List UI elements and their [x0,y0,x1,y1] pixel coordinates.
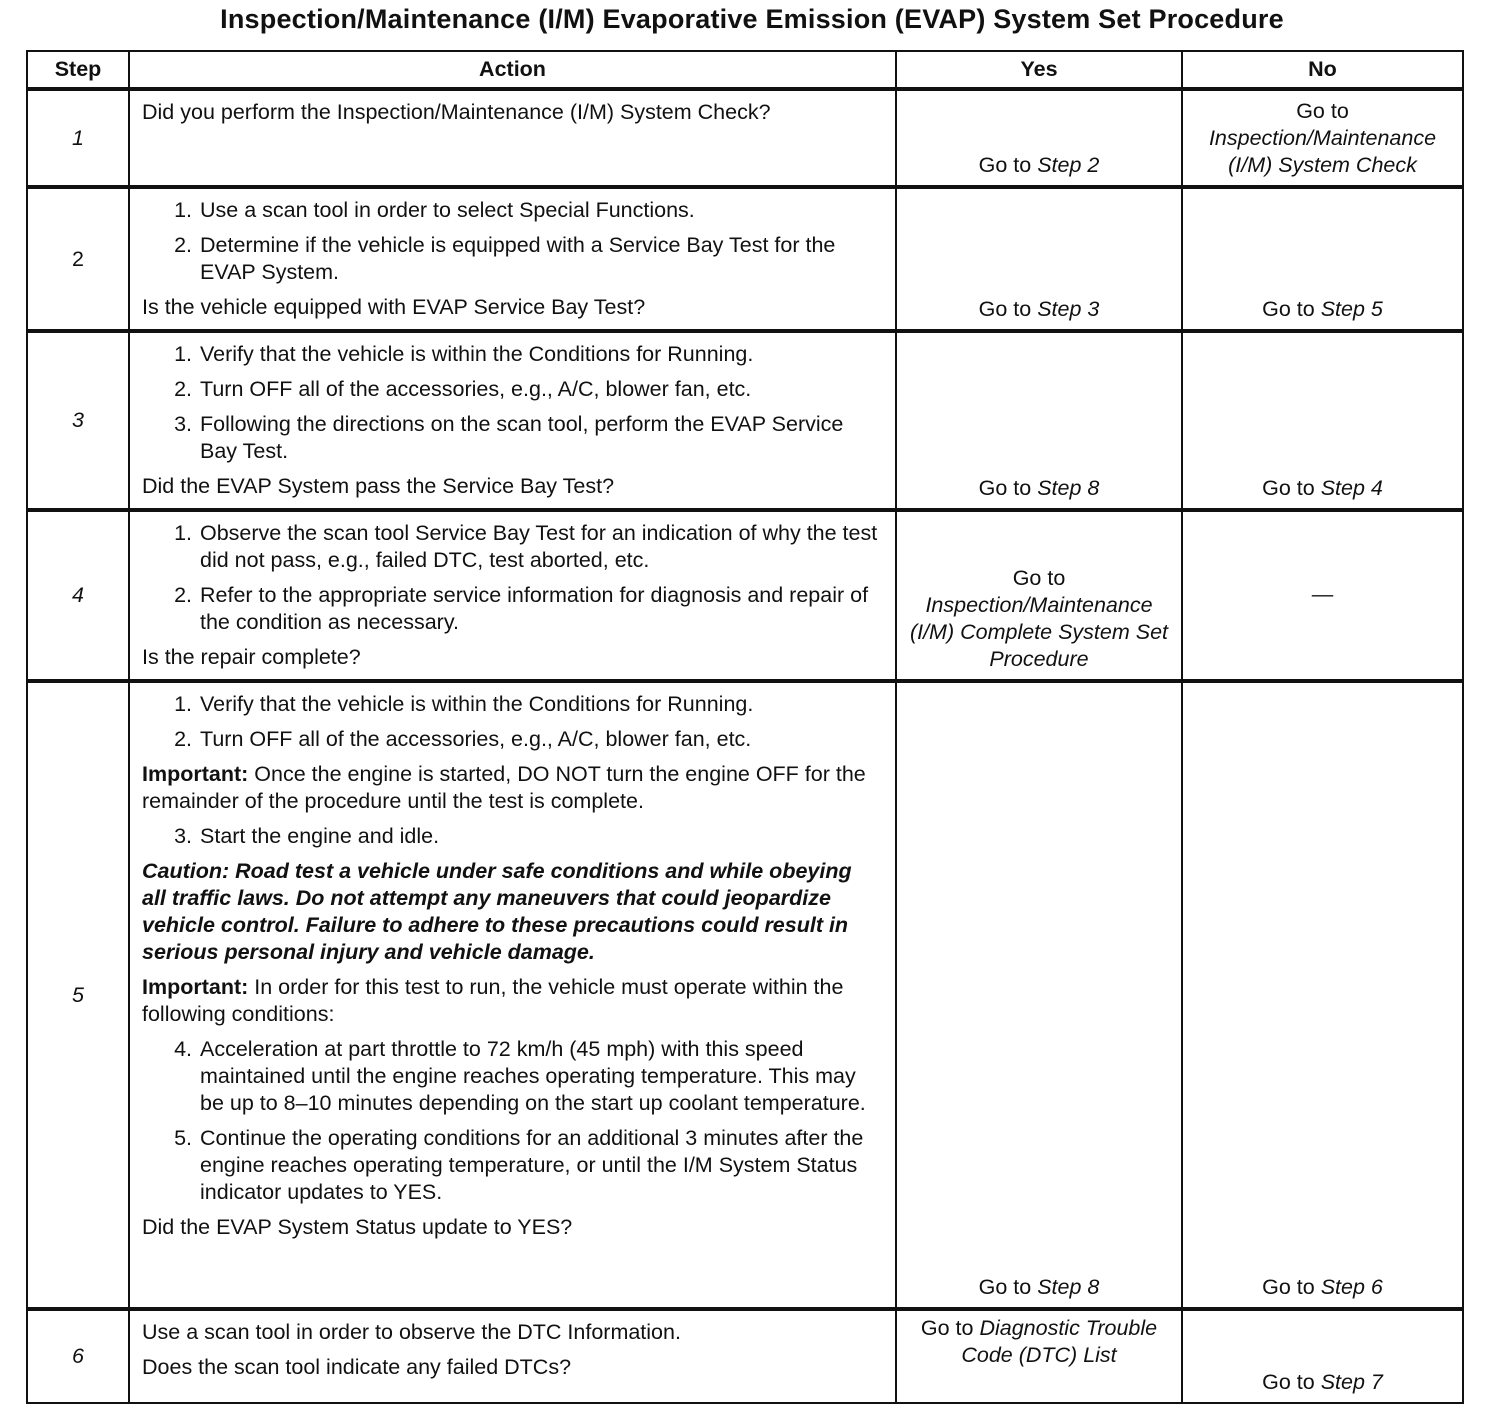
list-item [142,341,879,368]
action-list [142,197,879,286]
no-link[interactable]: Step 6 [1320,1275,1383,1299]
yes-prefix: Go to [978,153,1032,177]
item-number: 3. [174,824,192,848]
important-note [142,761,879,815]
list-item [142,582,879,636]
item-text: Determine if the vehicle is equipped with a Service Bay Test for the EVAP System. [200,233,836,284]
action-list [142,691,879,753]
no-prefix: Go to [1262,1275,1315,1299]
procedure-table [26,50,1464,1404]
no-link[interactable]: Step 5 [1320,297,1383,321]
list-item [142,520,879,574]
action-list [142,520,879,636]
action-question: Did the EVAP System pass the Service Bay Test? [142,474,615,498]
item-number: 1. [174,342,192,366]
important-text: Once the engine is started, DO NOT turn the engine OFF for the remainder of the procedure until the test is complete. [142,762,866,813]
list-item [142,823,879,850]
action-cell [129,681,896,1309]
list-item [142,197,879,224]
yes-link[interactable]: Step 8 [1037,476,1100,500]
yes-link[interactable]: Step 3 [1037,297,1100,321]
item-number: 1. [174,521,192,545]
yes-link[interactable]: Diagnostic Trouble Code (DTC) List [961,1316,1158,1367]
item-text: Continue the operating conditions for an additional 3 minutes after the engine reaches operating temperature, or until the I/M System Status indicator updates to YES. [200,1126,864,1204]
action-list [142,341,879,465]
important-label: Important: [142,975,249,999]
step-number: 5 [27,681,129,1309]
item-number: 2. [174,583,192,607]
no-cell [1182,1309,1463,1403]
step-number: 3 [27,331,129,510]
item-text: Verify that the vehicle is within the Conditions for Running. [200,342,754,366]
no-cell [1182,187,1463,331]
no-prefix: Go to [1296,99,1349,123]
yes-cell [896,331,1182,510]
table-row [27,89,1463,187]
item-text: Turn OFF all of the accessories, e.g., A/C, blower fan, etc. [200,377,752,401]
yes-cell [896,89,1182,187]
no-link[interactable]: Inspection/Maintenance (I/M) System Check [1208,126,1437,177]
table-row [27,510,1463,681]
list-item [142,376,879,403]
item-number: 3. [174,412,192,436]
no-cell [1182,331,1463,510]
action-question: Is the repair complete? [142,645,361,669]
item-text: Verify that the vehicle is within the Conditions for Running. [200,692,754,716]
yes-cell [896,681,1182,1309]
item-number: 1. [174,198,192,222]
item-text: Start the engine and idle. [200,824,440,848]
yes-prefix: Go to [978,297,1032,321]
yes-link[interactable]: Step 8 [1037,1275,1100,1299]
list-item [142,1036,879,1117]
important-label: Important: [142,762,249,786]
item-text: Turn OFF all of the accessories, e.g., A/C, blower fan, etc. [200,727,752,751]
page-title: Inspection/Maintenance (I/M) Evaporative Emission (EVAP) System Set Procedure [220,4,1284,34]
table-row [27,187,1463,331]
item-text: Use a scan tool in order to select Special Functions. [200,198,695,222]
list-item [142,1125,879,1206]
no-column-header: No [1182,51,1463,89]
no-link[interactable]: Step 4 [1320,476,1383,500]
action-cell [129,187,896,331]
no-cell [1182,89,1463,187]
important-note [142,974,879,1028]
item-text: Observe the scan tool Service Bay Test for an indication of why the test did not pass, e.g., failed DTC, test aborted, etc. [200,521,878,572]
no-prefix: Go to [1262,1370,1315,1394]
item-number: 2. [174,233,192,257]
no-dash: — [1311,582,1334,606]
action-question: Did you perform the Inspection/Maintenance (I/M) System Check? [142,100,771,124]
no-prefix: Go to [1262,476,1315,500]
table-row [27,331,1463,510]
action-cell [129,89,896,187]
item-number: 5. [174,1126,192,1150]
item-text: Following the directions on the scan tool, perform the EVAP Service Bay Test. [200,412,844,463]
no-cell [1182,510,1463,681]
step-column-header: Step [27,51,129,89]
yes-column-header: Yes [896,51,1182,89]
action-list [142,823,879,850]
caution-note: Caution: Road test a vehicle under safe conditions and while obeying all traffic laws. Do not attempt any maneuvers that could jeopardize vehicle control. Failure to adhere to these precautions could result in serious personal injury and vehicle damage. [142,859,852,964]
step-number: 2 [27,187,129,331]
action-column-header: Action [129,51,896,89]
action-cell [129,331,896,510]
list-item [142,411,879,465]
yes-cell [896,510,1182,681]
item-number: 4. [174,1037,192,1061]
action-question: Did the EVAP System Status update to YES? [142,1215,573,1239]
step-number: 4 [27,510,129,681]
no-prefix: Go to [1262,297,1315,321]
table-row [27,681,1463,1309]
item-number: 2. [174,727,192,751]
yes-prefix: Go to [978,476,1032,500]
action-list [142,1036,879,1206]
table-row [27,1309,1463,1403]
item-number: 1. [174,692,192,716]
step-number: 1 [27,89,129,187]
item-text: Acceleration at part throttle to 72 km/h (45 mph) with this speed maintained until the engine reaches operating temperature. This may be up to 8–10 minutes depending on the start up coolant temperature. [200,1037,866,1115]
header-row [27,51,1463,89]
yes-prefix: Go to [1012,566,1066,590]
yes-link[interactable]: Step 2 [1037,153,1100,177]
list-item [142,691,879,718]
list-item [142,726,879,753]
step-number: 6 [27,1309,129,1403]
action-question: Is the vehicle equipped with EVAP Service Bay Test? [142,295,646,319]
action-instruction: Use a scan tool in order to observe the DTC Information. [142,1320,681,1344]
item-number: 2. [174,377,192,401]
yes-cell [896,187,1182,331]
action-cell [129,510,896,681]
yes-cell [896,1309,1182,1403]
item-text: Refer to the appropriate service information for diagnosis and repair of the condition as necessary. [200,583,869,634]
yes-link[interactable]: Inspection/Maintenance (I/M) Complete System Set Procedure [909,593,1169,671]
important-text: In order for this test to run, the vehicle must operate within the following conditions: [142,975,844,1026]
yes-prefix: Go to [978,1275,1032,1299]
action-cell [129,1309,896,1403]
yes-prefix: Go to [920,1316,974,1340]
action-question: Does the scan tool indicate any failed DTCs? [142,1355,572,1379]
no-link[interactable]: Step 7 [1320,1370,1383,1394]
no-cell [1182,681,1463,1309]
list-item [142,232,879,286]
